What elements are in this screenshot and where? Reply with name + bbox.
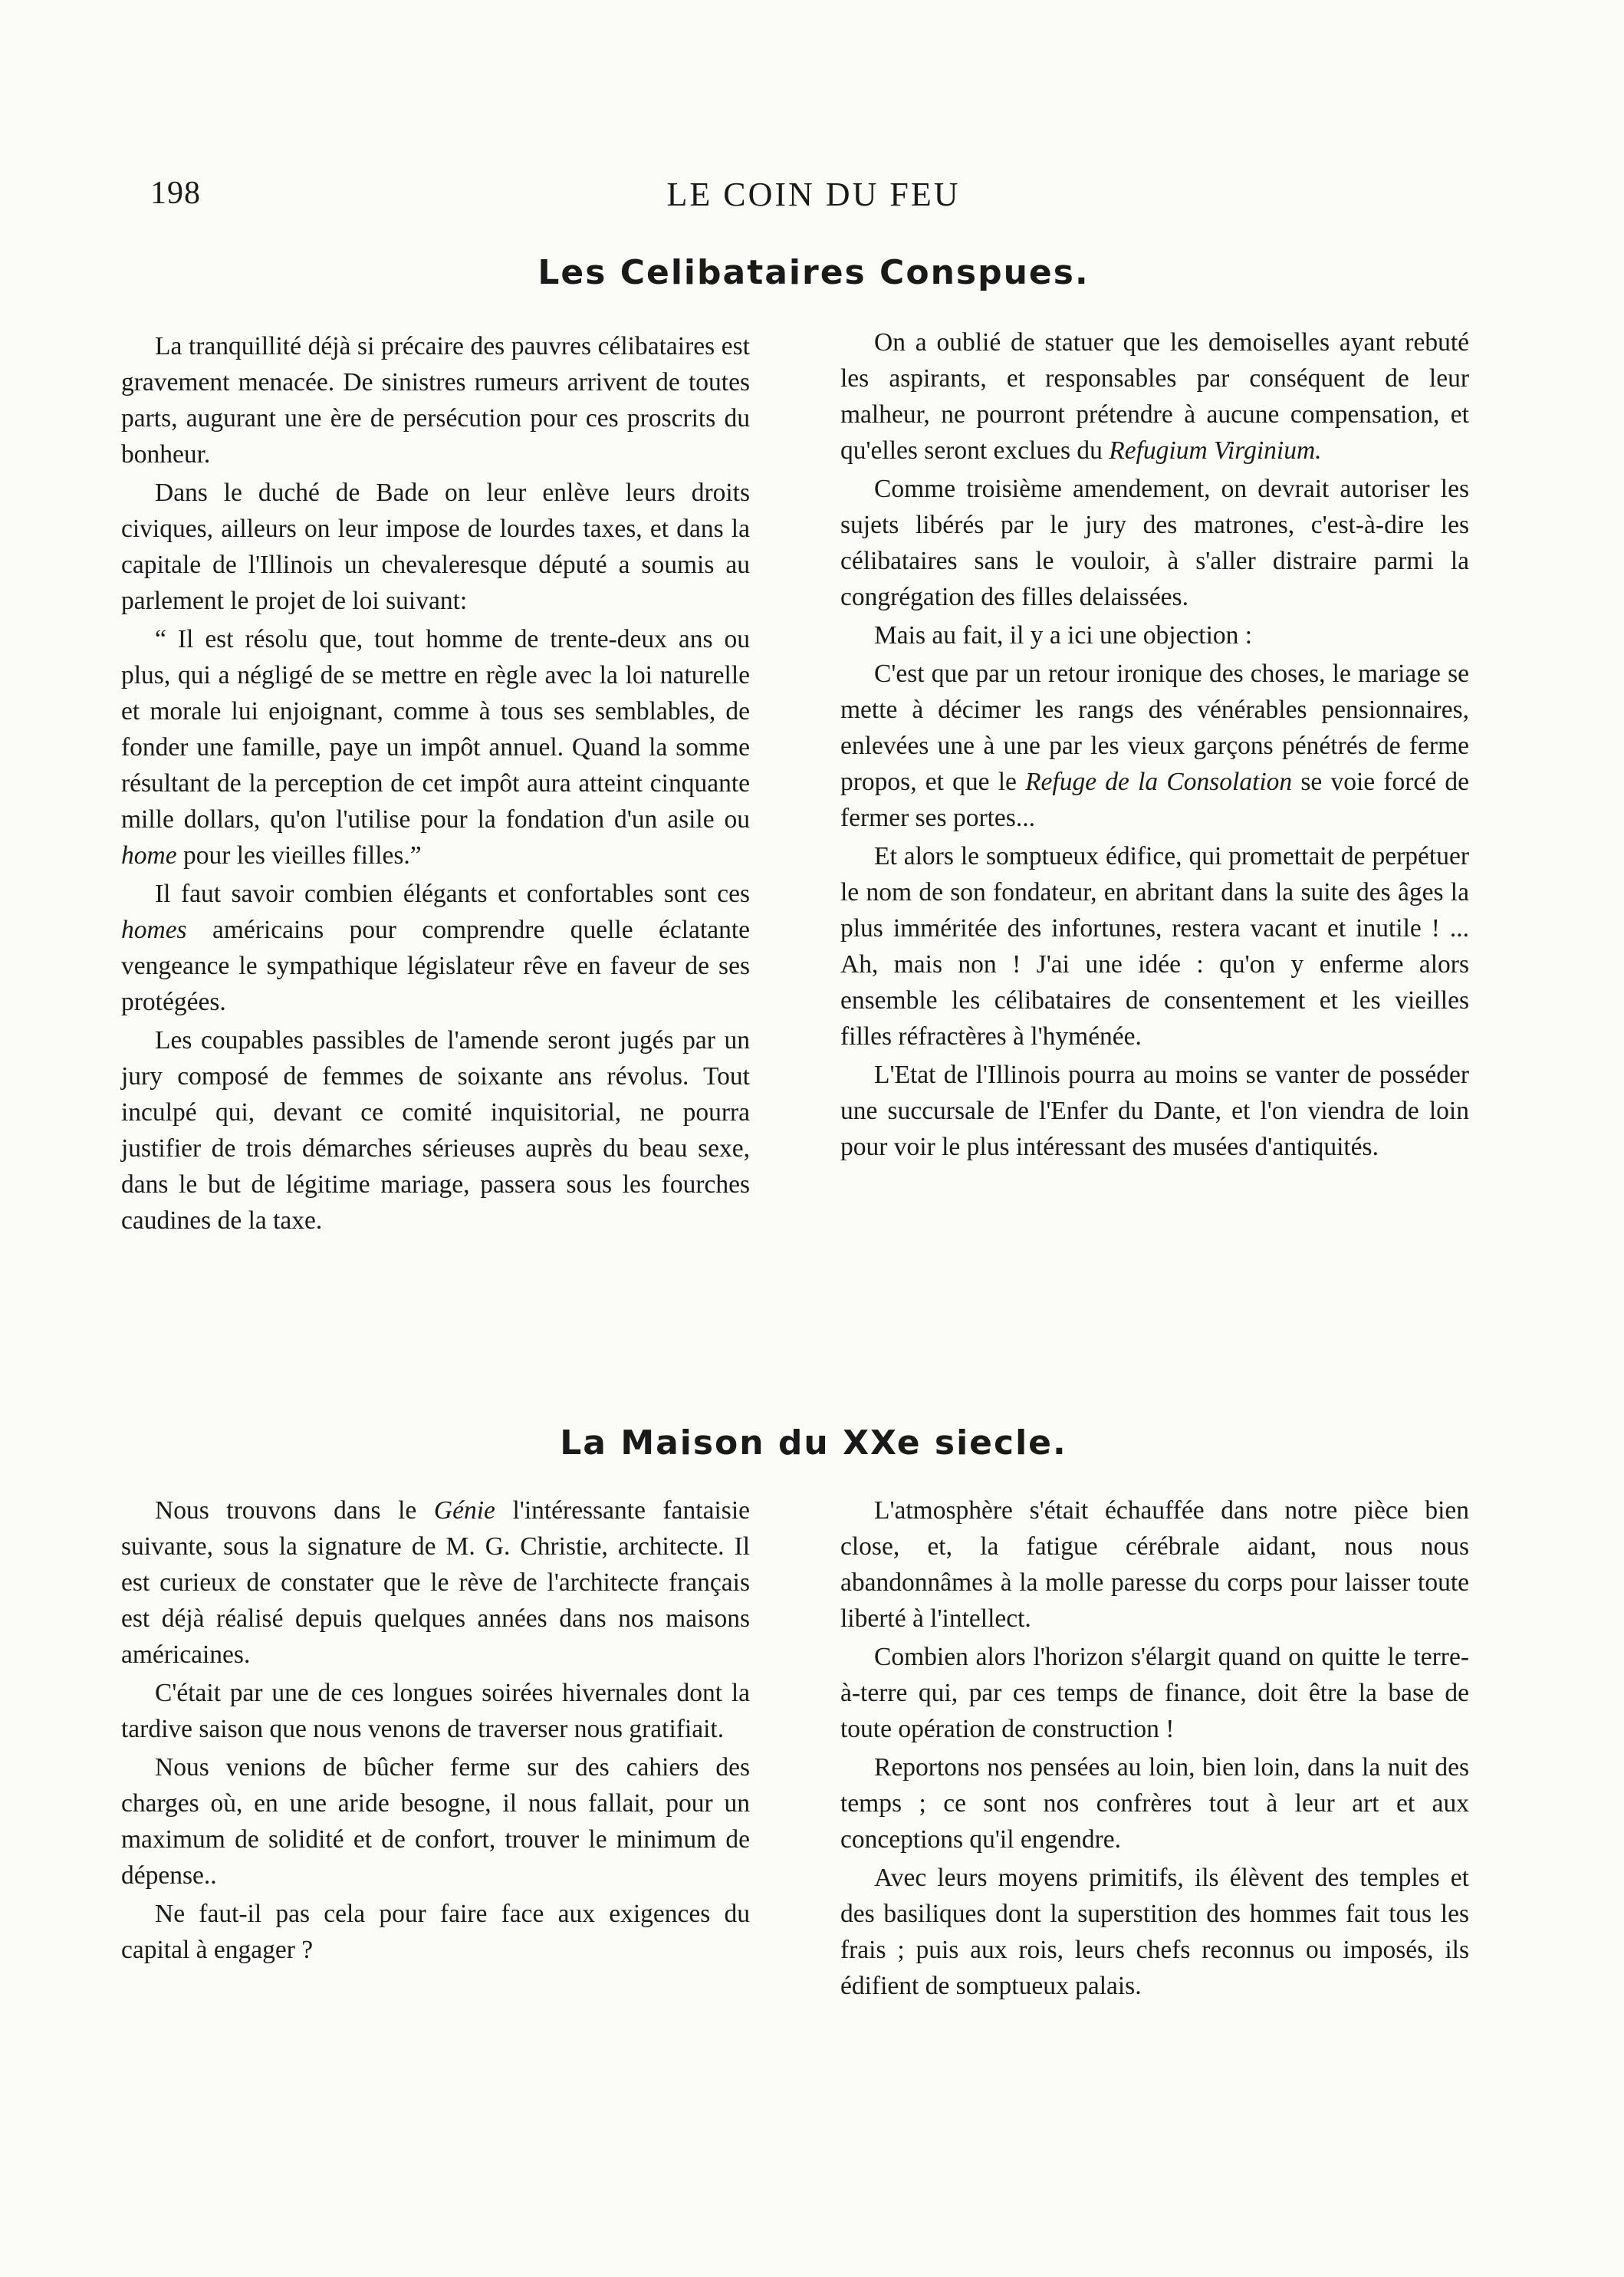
paragraph: La tranquillité déjà si précaire des pauvres célibataires est gravement menacée. De sinistres rumeurs arrivent de toutes parts, augurant une ère de persécution pour ces proscrits du bonheur. [121, 332, 750, 469]
paragraph: Nous venions de bûcher ferme sur des cahiers des charges où, en une aride besogne, il nous fallait, pour un maximum de solidité et de confort, trouver le minimum de dépense.. [121, 1753, 750, 1890]
article2-right-column [840, 1492, 1469, 2006]
running-title: LE COIN DU FEU [666, 176, 961, 213]
paragraph: Mais au fait, il y a ici une objection : [874, 621, 1253, 650]
italic-term: Refuge de la Consolation [1025, 768, 1293, 796]
article2-left-column [121, 1492, 750, 1970]
paragraph: Reportons nos pensées au loin, bien loin, dans la nuit des temps ; ce sont nos confrères tout à leur art et aux conceptions qu'il engendre. [840, 1753, 1469, 1854]
paragraph: Dans le duché de Bade on leur enlève leurs droits civiques, ailleurs on leur impose de lourdes taxes, et dans la capitale de l'Illinois un chevaleresque député a soumis au parlement le projet de loi suivant: [121, 479, 750, 615]
article1-right-column [840, 324, 1469, 1167]
paragraph: Avec leurs moyens primitifs, ils élèvent des temples et des basiliques dont la superstition des hommes fait tous les frais ; puis aux rois, leurs chefs reconnus ou imposés, ils édifient de somptueux palais. [840, 1864, 1469, 2000]
paragraph: C'est que par un retour ironique des choses, le mariage se mette à décimer les rangs des vénérables pensionnaires, enlevées une à une par les vieux garçons pénétrés de ferme propos, et que le Refuge de la Consolation se voie forcé de fermer ses portes... [840, 660, 1469, 832]
paragraph: L'atmosphère s'était échauffée dans notre pièce bien close, et, la fatigue cérébrale aidant, nous nous abandonnâmes à la molle paresse du corps pour laisser toute liberté à l'intellect. [840, 1496, 1469, 1633]
paragraph: Combien alors l'horizon s'élargit quand on quitte le terre-à-terre qui, par ces temps de finance, doit être la base de toute opération de construction ! [840, 1643, 1469, 1743]
paragraph: Et alors le somptueux édifice, qui promettait de perpétuer le nom de son fondateur, en abritant dans la suite des âges la plus imméritée des infortunes, restera vacant et inutile ! ... Ah, mais non ! J'ai une idée : qu'on y enferme alors ensemble les célibataires de consentement et les vieilles filles réfractères à l'hyménée. [840, 842, 1469, 1051]
paragraph: L'Etat de l'Illinois pourra au moins se vanter de posséder une succursale de l'Enfer du Dante, et l'on viendra de loin pour voir le plus intéressant des musées d'antiquités. [840, 1061, 1469, 1161]
article-title-celibataires: Les Celibataires Conspues. [537, 253, 1090, 292]
italic-term: Refugium Virginium. [1109, 436, 1322, 465]
paragraph: Comme troisième amendement, on devrait autoriser les sujets libérés par le jury des matrones, c'est-à-dire les célibataires sans le vouloir, à s'aller distraire parmi la congrégation des filles delaissées. [840, 475, 1469, 611]
paragraph: Ne faut-il pas cela pour faire face aux exigences du capital à engager ? [121, 1900, 750, 1964]
italic-term: home [121, 841, 177, 870]
paragraph: On a oublié de statuer que les demoiselles ayant rebuté les aspirants, et responsables par conséquent de leur malheur, ne pourront prétendre à aucune compensation, et qu'elles seront exclues du Refugium Virginium. [840, 328, 1469, 465]
italic-term: homes [121, 916, 187, 944]
paragraph: C'était par une de ces longues soirées hivernales dont la tardive saison que nous venons de traverser nous gratifiait. [121, 1679, 750, 1743]
paragraph: Il faut savoir combien élégants et confortables sont ces homes américains pour comprendre quelle éclatante vengeance le sympathique législateur rêve en faveur de ses protégées. [121, 880, 750, 1016]
paragraph: Les coupables passibles de l'amende seront jugés par un jury composé de femmes de soixante ans révolus. Tout inculpé qui, devant ce comité inquisitorial, ne pourra justifier de trois démarches sérieuses auprès du beau sexe, dans le but de légitime mariage, passera sous les fourches caudines de la taxe. [121, 1026, 750, 1235]
paragraph: Nous trouvons dans le Génie l'intéressante fantaisie suivante, sous la signature de M. G. Christie, architecte. Il est curieux de constater que le rève de l'architecte français est déjà réalisé depuis quelques années dans nos maisons américaines. [121, 1496, 750, 1669]
paragraph: “ Il est résolu que, tout homme de trente-deux ans ou plus, qui a négligé de se mettre en règle avec la loi naturelle et morale lui enjoignant, comme à tous ses semblables, de fonder une famille, paye un impôt annuel. Quand la somme résultant de la perception de cet impôt aura atteint cinquante mille dollars, qu'on l'utilise pour la fondation d'un asile ou home pour les vieilles filles.” [121, 625, 750, 870]
article1-left-column [121, 328, 750, 1241]
page-number: 198 [150, 176, 201, 211]
article-title-maison: La Maison du XXe siecle. [560, 1423, 1067, 1463]
page-header [150, 175, 1477, 221]
italic-term: Génie [433, 1496, 495, 1525]
